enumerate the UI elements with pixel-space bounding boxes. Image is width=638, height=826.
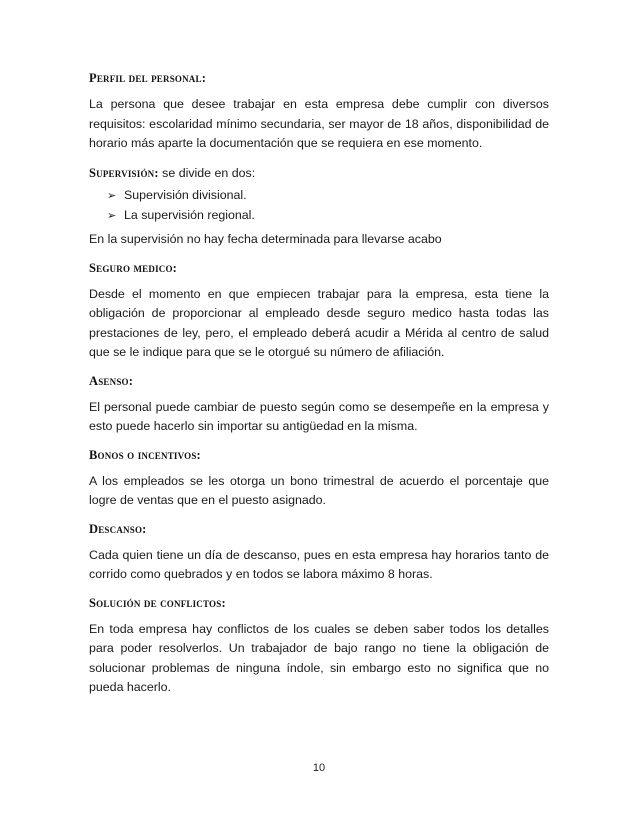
supervision-intro-row xyxy=(89,164,549,184)
section-bonos xyxy=(89,447,549,511)
paragraph-supervision: En la supervisión no hay fecha determinada para llevarse acabo xyxy=(89,232,442,246)
heading-seguro: Seguro medico: xyxy=(89,260,178,275)
arrow-bullet-icon: ➢ xyxy=(107,209,117,222)
heading-asenso: Asenso: xyxy=(89,373,134,388)
section-conflictos xyxy=(89,595,549,698)
supervision-bullet-list xyxy=(107,186,549,225)
heading-conflictos: Solución de conflictos: xyxy=(89,595,226,610)
list-item-text: Supervisión divisional. xyxy=(124,188,247,202)
section-supervision xyxy=(89,164,549,250)
paragraph-descanso: Cada quien tiene un día de descanso, pues en esta empresa hay horarios tanto de corrido como quebrados y en todos se labora máximo 8 horas. xyxy=(89,547,549,581)
supervision-intro-text: se divide en dos: xyxy=(158,165,256,180)
document-page xyxy=(89,70,549,708)
section-asenso xyxy=(89,373,549,437)
paragraph-seguro: Desde el momento en que empiecen trabajar para la empresa, esta tiene la obligación de proporcionar al empleado desde seguro medico hasta todas las prestaciones de ley, pero, el empleado deberá acudir a Mérida al centro de salud que se le indique para que se le otorgué su número de afiliación. xyxy=(89,286,549,359)
heading-supervision: Supervisión: xyxy=(89,165,159,180)
paragraph-asenso: El personal puede cambiar de puesto según como se desempeñe en la empresa y esto puede hacerlo sin importar su antigüedad en la misma. xyxy=(89,399,549,433)
section-seguro xyxy=(89,260,549,363)
list-item xyxy=(107,186,549,206)
heading-descanso: Descanso: xyxy=(89,521,147,536)
list-item-text: La supervisión regional. xyxy=(124,207,255,222)
list-item xyxy=(107,206,549,226)
paragraph-perfil: La persona que desee trabajar en esta empresa debe cumplir con diversos requisitos: escolaridad mínimo secundaria, ser mayor de 18 años, disponibilidad de horario más aparte la documentación que se requiera en ese momento. xyxy=(89,97,549,150)
heading-perfil: Perfil del personal: xyxy=(89,71,207,85)
heading-bonos: Bonos o incentivos: xyxy=(89,447,201,462)
arrow-bullet-icon: ➢ xyxy=(107,190,117,202)
section-descanso xyxy=(89,521,549,585)
section-perfil xyxy=(89,70,549,154)
paragraph-bonos: A los empleados se les otorga un bono trimestral de acuerdo el porcentaje que logre de ventas que en el puesto asignado. xyxy=(89,473,549,507)
paragraph-conflictos: En toda empresa hay conflictos de los cuales se deben saber todos los detalles para poder resolverlos. Un trabajador de bajo rango no tiene la obligación de solucionar problemas de ninguna índole, sin embargo esto no significa que no pueda hacerlo. xyxy=(89,621,549,694)
page-number: 10 xyxy=(312,762,326,774)
